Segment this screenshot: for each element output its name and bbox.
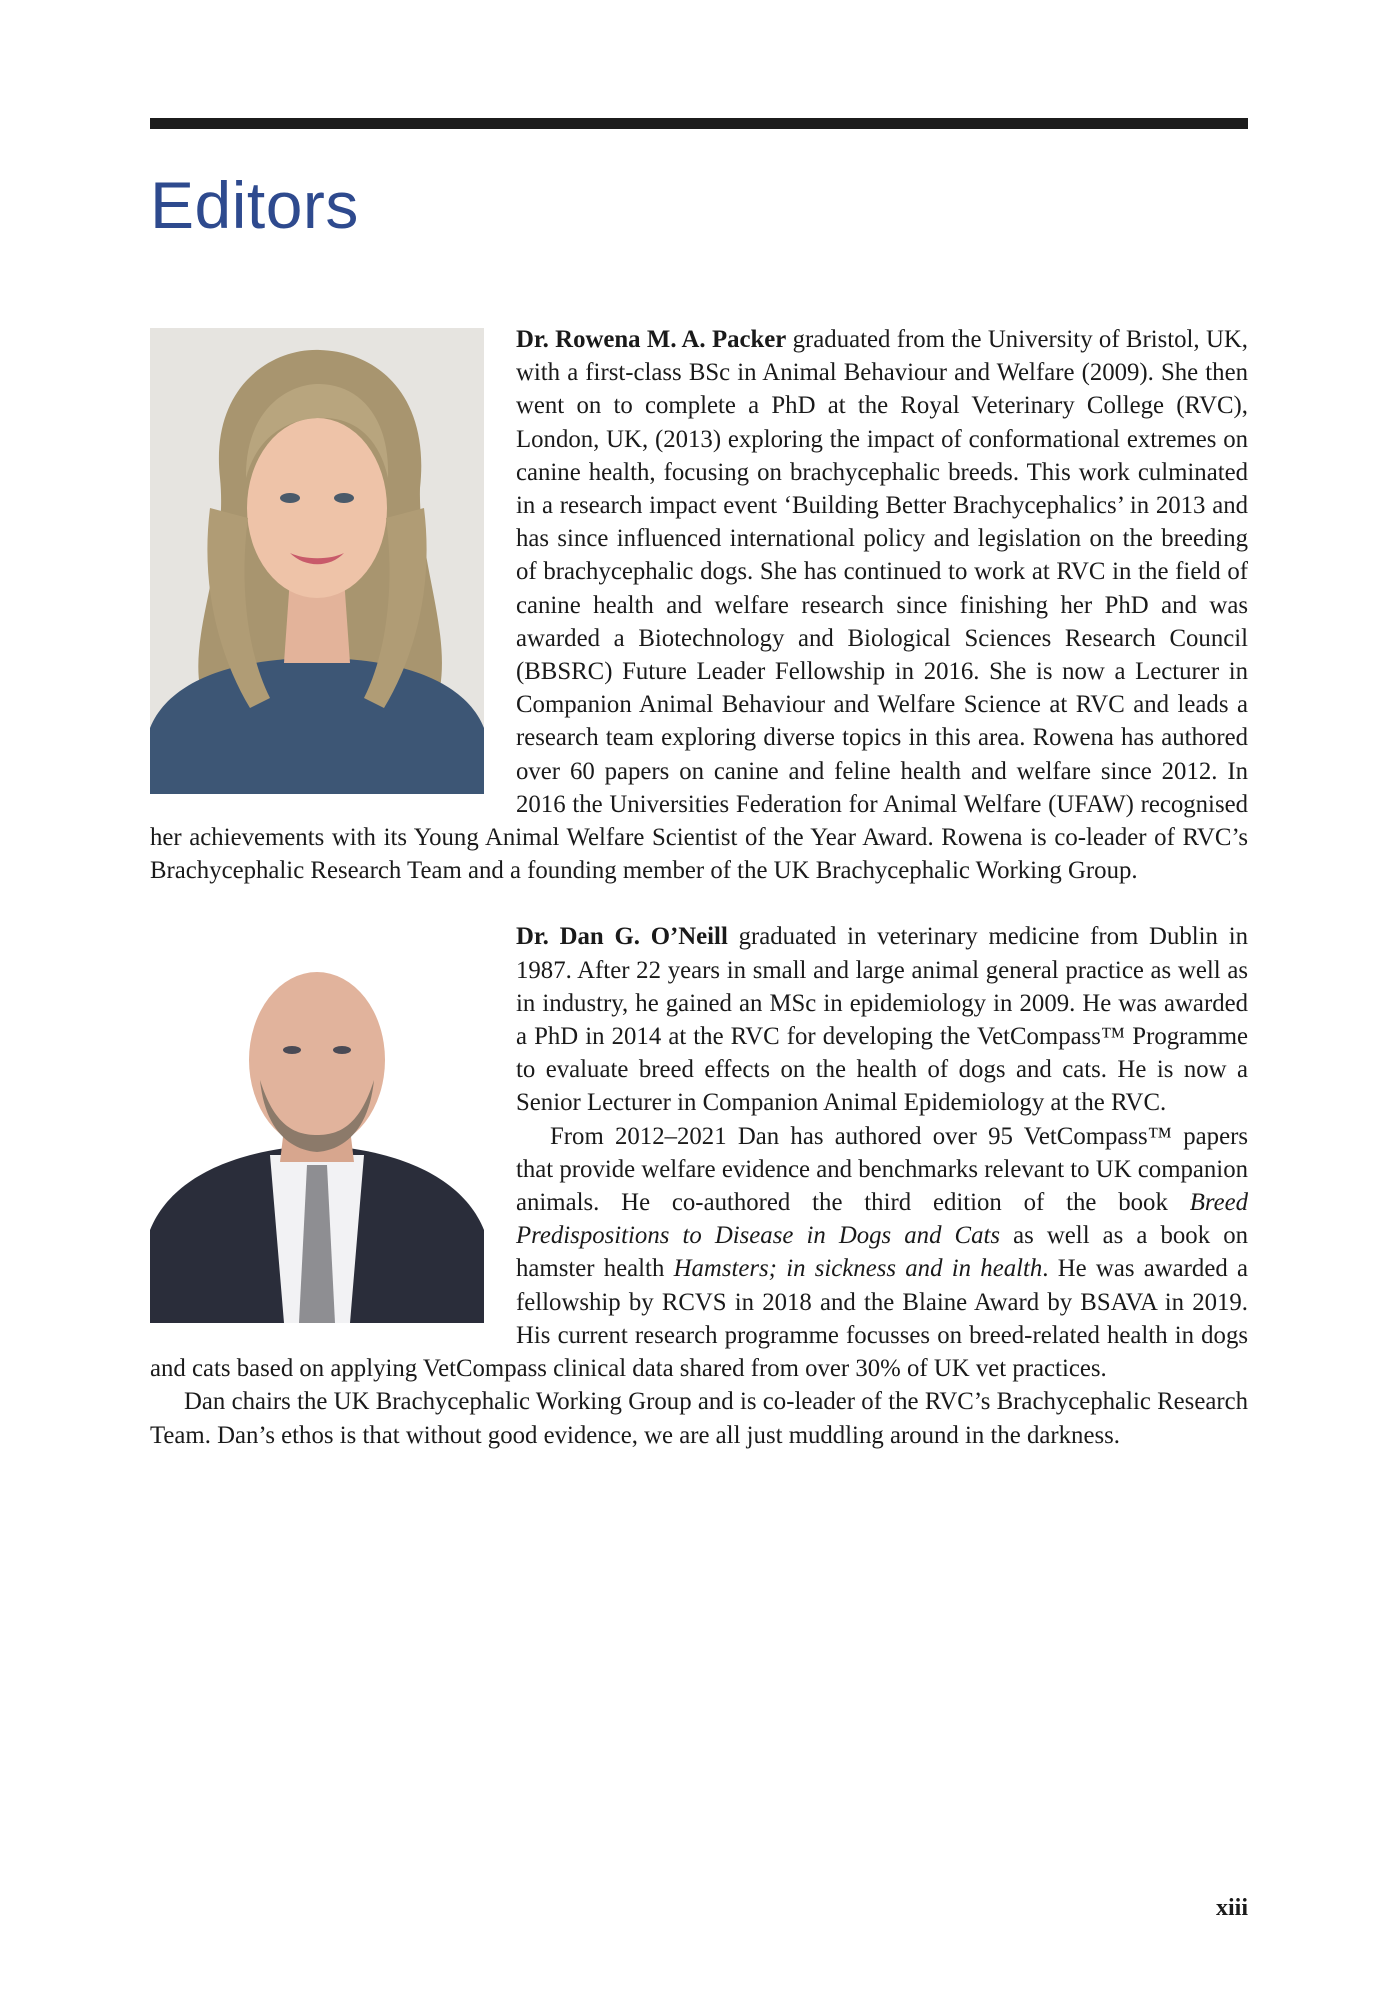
- page-title: Editors: [150, 168, 359, 242]
- oneill-bio-text-2a: From 2012–2021 Dan has authored over 95 VetCompass™ papers that provide welfare evidence and benchmarks relevant to UK companion animals. He co-authored the third edition of the book: [516, 1122, 1248, 1217]
- portrait-woman-icon: [150, 328, 484, 794]
- portrait-man-icon: [150, 930, 484, 1323]
- oneill-bio-text-2c: . He was awarded a fellowship by RCVS in 2018 and the Blaine Award by BSAVA in 2019. His current research programme focusses on breed-related health in dogs and cats based on applying VetCompass clinical data shared from over 30% of UK vet practices.: [150, 1255, 1249, 1383]
- oneill-name: Dr. Dan G. O’Neill: [516, 923, 728, 951]
- packer-bio-text: graduated from the University of Bristol, UK, with a first-class BSc in Animal Behaviour and Welfare (2009). She then went on to complete a PhD at the Royal Veterinary College (RVC), London, UK, (2013) exploring the impact of conformational extremes on canine health, focusing on brachycephalic breeds. This work culminated in a research impact event ‘Building Better Brachycephalics’ in 2013 and has since influenced international policy and legislation on the breeding of brachycephalic dogs. She has continued to work at RVC in the field of canine health and welfare research since finishing her PhD and was awarded a Biotechnology and Biological Sciences Research Council (BBSRC) Future Leader Fellowship in 2016. She is now a Lecturer in Companion Animal Behaviour and Welfare Science at RVC and leads a research team exploring diverse topics in this area. Rowena has authored over 60 papers on canine and feline health and welfare since 2012. In 2016 the Universities Federation for Animal Welfare (UFAW) recognised her achievements with its Young Animal Welfare Scientist of the Year Award. Rowena is co-leader of RVC’s Brachycephalic Research Team and a founding member of the UK Brachycephalic Working Group.: [150, 326, 1248, 885]
- top-rule: [150, 118, 1248, 129]
- packer-name: Dr. Rowena M. A. Packer: [516, 326, 787, 353]
- editor-bio-packer: [150, 323, 1248, 887]
- book-title-breed-predispositions: Breed Predispositions to Disease in Dogs and Cats: [516, 1189, 1248, 1250]
- book-title-hamsters: Hamsters; in sickness and in health: [673, 1255, 1043, 1283]
- oneill-bio-text-1: graduated in veterinary medicine from Dublin in 1987. After 22 years in small and large animal general practice as well as in industry, he gained an MSc in epidemiology in 2009. He was awarded a PhD in 2014 at the RVC for developing the VetCompass™ Programme to evaluate breed effects on the health of dogs and cats. He is now a Senior Lecturer in Companion Animal Epidemiology at the RVC.: [516, 923, 1248, 1117]
- editor-bio-oneill: [150, 920, 1248, 1451]
- editors-section: [150, 323, 1248, 1452]
- oneill-bio-paragraph-3: Dan chairs the UK Brachycephalic Working Group and is co-leader of the RVC’s Brachycephalic Research Team. Dan’s ethos is that without good evidence, we are all just muddling around in the darkness.: [150, 1388, 1248, 1449]
- oneill-bio-text-2b: as well as a book on hamster health: [516, 1222, 1248, 1283]
- page-number: xiii: [1215, 1895, 1248, 1921]
